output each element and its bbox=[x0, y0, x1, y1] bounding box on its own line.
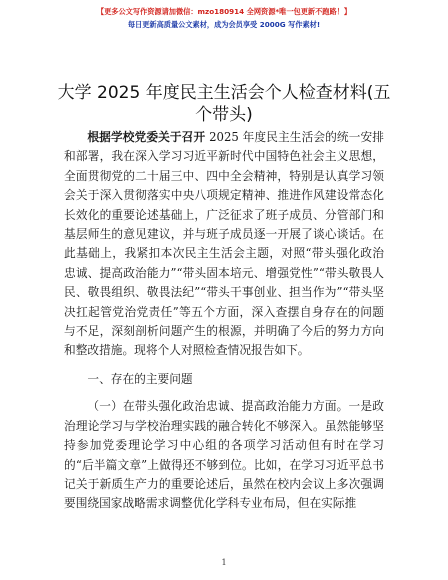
promo-banner bbox=[0, 6, 448, 31]
page-number: 1 bbox=[221, 558, 227, 567]
promo-banner-line-2: 每日更新高质量公文素材，成为会员享受 2000G 写作素材! bbox=[127, 20, 321, 29]
body-paragraph: （一）在带头强化政治忠诚、提高政治能力方面。一是政治理论学习与学校治理实践的融合转化不够深入。虽然能够坚持参加党委理论学习中心组的各项学习活动但有时在学习的“后半篇文章”上做得还不够到位。比如，在学习习近平总书记关于新质生产力的重要论述后，虽然在校内会议上多次强调要围绕国家战略需求调整优化学科专业布局，但在实际推 bbox=[64, 399, 384, 511]
intro-bold-lead: 根据学校党委关于召开 bbox=[87, 130, 206, 144]
intro-text: 2025 年度民主生活会的统一安排和部署，我在深入学习习近平新时代中国特色社会主义思想，全面贯彻党的二十届三中、四中全会精神，特别是认真学习领会关于深入贯彻落实中央八项规定精神、推进作风建设常态化长效化的重要论述基础上，广泛征求了班子成员、分管部门和基层师生的意见建议，并与班子成员逐一开展了谈心谈话。在此基础上，我紧扣本次民主生活会主题，对照“带头强化政治忠诚、提高政治能力”“带头固本培元、增强党性”“带头敬畏人民、敬畏组织、敬畏法纪”“带头干事创业、担当作为”“带头坚决扛起管党治党责任”等五个方面，深入查摆自身存在的问题与不足，深刻剖析问题产生的根源，并明确了今后的努力方向和整改措施。现将个人对照检查情况报告如下。 bbox=[64, 130, 384, 358]
promo-banner-line-1: 【更多公文写作资源请加微信：mzo180914 全网资源*唯一包更新不跑路！】 bbox=[96, 7, 352, 16]
document-title: 大学 2025 年度民主生活会个人检查材料(五个带头) bbox=[57, 83, 391, 125]
document-body bbox=[64, 128, 384, 514]
section-heading: 一、存在的主要问题 bbox=[87, 371, 193, 386]
intro-paragraph bbox=[64, 128, 384, 361]
